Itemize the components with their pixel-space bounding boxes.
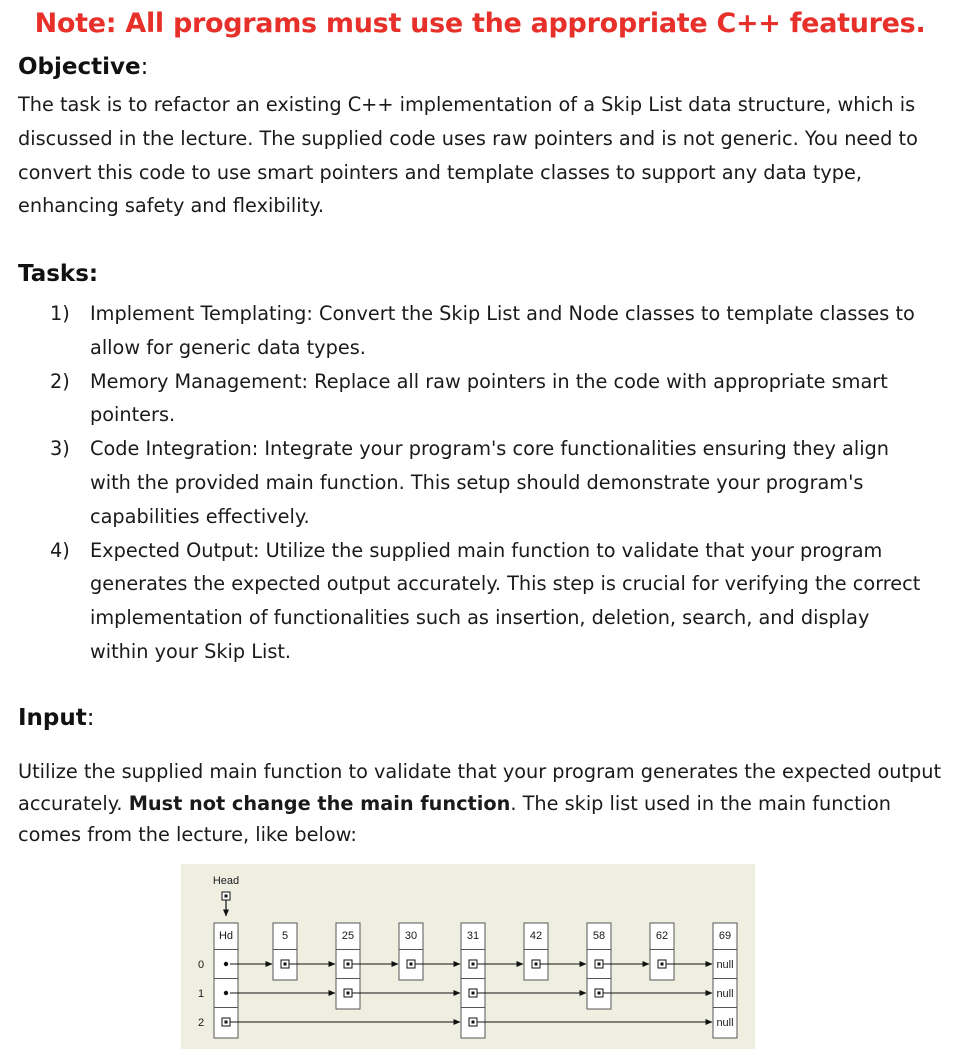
node-key: 62 (655, 930, 669, 942)
node-key: 69 (718, 930, 732, 942)
input-paragraph (18, 756, 948, 851)
objective-heading (18, 54, 148, 80)
header-node-label: Hd (218, 930, 234, 942)
pointer-box-dot (347, 992, 350, 995)
task-text: Code Integration: Integrate your program's core functionalities ensuring they align with the provided main function. This setup should demonstrate your program's capabilities effectively. (90, 437, 890, 528)
input-text-before: Utilize the supplied main function to validate that your program generates the expected output accurately. (18, 760, 942, 815)
objective-colon: : (140, 54, 149, 80)
level-label: 2 (197, 1017, 205, 1029)
task-text: Expected Output: Utilize the supplied main function to validate that your program generates the expected output accurately. This step is crucial for verifying the correct implementation of functionalities such as insertion, deletion, search, and display within your Skip List. (90, 538, 921, 663)
input-heading (18, 705, 95, 731)
pointer-box-dot (661, 963, 664, 966)
pointer-box-dot (472, 963, 475, 966)
node-key: 25 (341, 930, 355, 942)
pointer-dot (224, 991, 228, 995)
head-pointer-dot (225, 895, 228, 898)
input-heading-text: Input (18, 705, 87, 731)
level-label: 1 (197, 988, 205, 1000)
task-text: Implement Templating: Convert the Skip List and Node classes to template classes to allow for generic data types. (90, 302, 915, 359)
pointer-box-dot (598, 992, 601, 995)
null-label: null (716, 959, 734, 971)
node-key: 42 (529, 930, 543, 942)
tasks-list (50, 297, 930, 669)
pointer-box-dot (472, 992, 475, 995)
task-text: Memory Management: Replace all raw pointers in the code with appropriate smart pointers. (90, 369, 888, 427)
task-number: 3) (50, 437, 70, 461)
pointer-box-dot (284, 963, 287, 966)
task-item-2 (50, 365, 930, 433)
task-number: 1) (50, 302, 70, 325)
node-key: 5 (281, 930, 289, 942)
skip-list-figure (181, 864, 755, 1049)
pointer-box-dot (472, 1021, 475, 1024)
node-key: 31 (466, 930, 480, 942)
task-number: 2) (50, 369, 70, 393)
task-item-1 (50, 297, 930, 365)
node-key: 30 (404, 930, 418, 942)
node-key: 58 (592, 930, 606, 942)
head-label: Head (212, 875, 240, 887)
task-item-4 (50, 534, 930, 669)
null-label: null (716, 1017, 734, 1029)
pointer-box-dot (410, 963, 413, 966)
task-number: 4) (50, 538, 70, 562)
objective-heading-text: Objective (18, 54, 141, 80)
input-colon: : (86, 705, 95, 731)
note-banner: Note: All programs must use the appropriate C++ features. (34, 8, 926, 39)
tasks-heading: Tasks: (18, 261, 99, 287)
level-label: 0 (197, 959, 205, 971)
task-item-3 (50, 432, 930, 533)
pointer-dot (224, 962, 228, 966)
input-bold-text: Must not change the main function (128, 791, 511, 815)
null-label: null (716, 988, 734, 1000)
pointer-box-dot (347, 963, 350, 966)
input-text-after: . The skip list used in the main function comes from the lecture, like below: (18, 791, 892, 846)
pointer-box-dot (598, 963, 601, 966)
objective-paragraph: The task is to refactor an existing C++ implementation of a Skip List data structure, which is discussed in the lecture. The supplied code uses raw pointers and is not generic. You need to convert this code to use smart pointers and template classes to support any data type, enhancing safety and flexibility. (18, 93, 918, 218)
pointer-box-dot (225, 1021, 228, 1024)
pointer-box-dot (535, 963, 538, 966)
skip-list-diagram (181, 864, 755, 1049)
